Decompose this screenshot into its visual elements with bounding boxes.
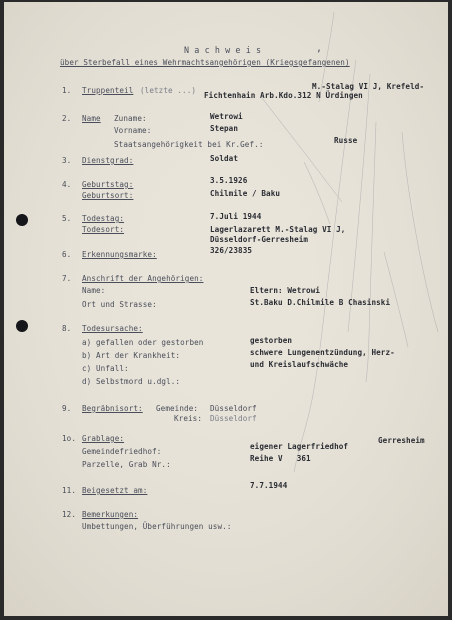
item-4-birthdate-label: Geburtstag: xyxy=(82,180,134,189)
item-9-municipality-value: Düsseldorf xyxy=(210,404,257,413)
document-title: N a c h w e i s xyxy=(184,45,262,55)
item-10-cemetery-label: Gemeindefriedhof: xyxy=(82,447,162,456)
item-2-firstname-value: Stepan xyxy=(210,124,239,133)
item-9-district-label: Kreis: xyxy=(174,414,203,423)
item-10-number: 1o. xyxy=(62,434,77,443)
item-2-firstname-label: Vorname: xyxy=(114,126,152,135)
item-8-value-line1: gestorben xyxy=(250,336,293,345)
document-subtitle: über Sterbefall eines Wehrmachtsangehörigen (Kriegsgefangenen) xyxy=(60,58,350,67)
item-10-cemetery-value: eigener Lagerfriedhof xyxy=(250,442,349,451)
pencil-mark: , xyxy=(316,43,323,54)
item-4-birthplace-value: Chilmile / Baku xyxy=(210,189,281,198)
item-7-value-line2: St.Baku D.Chilmile B Chasinski xyxy=(250,298,391,307)
item-9-municipality-label: Gemeinde: xyxy=(156,404,199,413)
item-6-number: 6. xyxy=(62,250,72,259)
item-1-label-rest: (letzte ...) xyxy=(140,86,197,95)
item-4-number: 4. xyxy=(62,180,72,189)
item-8-label: Todesursache: xyxy=(82,324,143,333)
item-12-number: 12. xyxy=(62,510,77,519)
item-12-sublabel: Umbettungen, Überführungen usw.: xyxy=(82,522,232,531)
item-10-label: Grablage: xyxy=(82,434,125,443)
item-5-deathdate-value: 7.Juli 1944 xyxy=(210,212,262,221)
item-10-plot-label: Parzelle, Grab Nr.: xyxy=(82,460,171,469)
item-7-number: 7. xyxy=(62,274,72,283)
item-4-birthplace-label: Geburtsort: xyxy=(82,191,134,200)
item-8-option-d: d) Selbstmord u.dgl.: xyxy=(82,377,181,386)
item-1-value-line1: M.-Stalag VI J, Krefeld- xyxy=(312,82,425,91)
document-page xyxy=(4,2,448,616)
item-2-surname-label: Zuname: xyxy=(114,114,147,123)
item-4-birthdate-value: 3.5.1926 xyxy=(210,176,248,185)
item-5-number: 5. xyxy=(62,214,72,223)
punch-hole-top xyxy=(16,214,28,226)
item-3-value: Soldat xyxy=(210,154,239,163)
item-7-label: Anschrift der Angehörigen: xyxy=(82,274,204,283)
item-1-label: Truppenteil xyxy=(82,86,134,95)
item-9-number: 9. xyxy=(62,404,72,413)
item-8-option-c: c) Unfall: xyxy=(82,364,129,373)
item-5-deathplace-value-line2: Düsseldorf-Gerresheim xyxy=(210,235,309,244)
item-9-label: Begräbnisort: xyxy=(82,404,143,413)
item-8-number: 8. xyxy=(62,324,72,333)
item-7-name-label: Name: xyxy=(82,286,106,295)
item-7-address-label: Ort und Strasse: xyxy=(82,300,157,309)
item-1-number: 1. xyxy=(62,86,72,95)
item-5-deathplace-label: Todesort: xyxy=(82,225,125,234)
item-3-label: Dienstgrad: xyxy=(82,156,134,165)
item-10-plot-value: Reihe V 361 xyxy=(250,454,311,463)
item-1-value-line2: Fichtenhain Arb.Kdo.312 N Ürdingen xyxy=(204,91,363,100)
item-11-number: 11. xyxy=(62,486,77,495)
item-7-value-line1: Eltern: Wetrowi xyxy=(250,286,321,295)
item-5-deathdate-label: Todestag: xyxy=(82,214,125,223)
item-2-citizenship-label: Staatsangehörigkeit bei Kr.Gef.: xyxy=(114,140,264,149)
item-8-option-b: b) Art der Krankheit: xyxy=(82,351,181,360)
item-6-value: 326/23835 xyxy=(210,246,253,255)
punch-hole-bottom xyxy=(16,320,28,332)
item-9-district-value: Düsseldorf xyxy=(210,414,257,423)
item-6-label: Erkennungsmarke: xyxy=(82,250,157,259)
item-12-label: Bemerkungen: xyxy=(82,510,139,519)
item-8-value-line3: und Kreislaufschwäche xyxy=(250,360,349,369)
item-2-citizenship-value: Russe xyxy=(334,136,358,145)
item-11-value: 7.7.1944 xyxy=(250,481,288,490)
item-3-number: 3. xyxy=(62,156,72,165)
item-2-number: 2. xyxy=(62,114,72,123)
item-8-option-a: a) gefallen oder gestorben xyxy=(82,338,204,347)
item-8-value-line2: schwere Lungenentzündung, Herz- xyxy=(250,348,395,357)
item-5-deathplace-value-line1: Lagerlazarett M.-Stalag VI J, xyxy=(210,225,346,234)
item-2-surname-value: Wetrowi xyxy=(210,112,243,121)
item-2-label: Name xyxy=(82,114,101,123)
item-11-label: Beigesetzt am: xyxy=(82,486,148,495)
item-10-cemetery-place: Gerresheim xyxy=(378,436,425,445)
